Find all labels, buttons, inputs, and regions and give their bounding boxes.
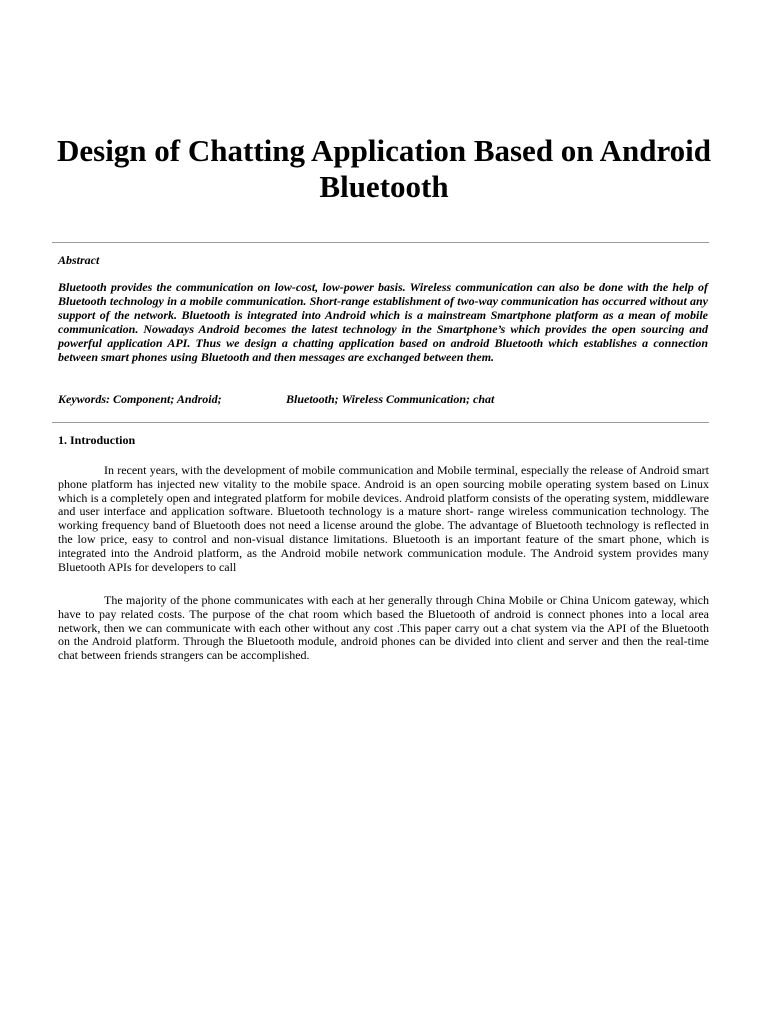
introduction-paragraph-1: In recent years, with the development of mobile communication and Mobile terminal, especially the release of Android smart phone platform has injected new vitality to the mobile space. Android is an open sourcing mobile operating system based on Linux which is a completely open and integrated platform for mobile devices. Android platform consists of the operating system, middleware and user interface and application software. Bluetooth technology is a mature short- range wireless communication technology. The working frequency band of Bluetooth does not need a license around the globe. The advantage of Bluetooth technology is reflected in the low price, easy to control and non-visual distance limitations. Bluetooth is an important feature of the smart phone, which is integrated into the Android platform, as the Android mobile network communication module. The Android system provides many Bluetooth APIs for developers to call <box>58 463 709 574</box>
abstract-body: Bluetooth provides the communication on low-cost, low-power basis. Wireless communication can also be done with the help of Bluetooth technology in a mobile communication. Short-range establishment of two-way communication has occurred without any support of the network. Bluetooth is integrated into Android which is a mainstream Smartphone platform as a mean of mobile communication. Nowadays Android becomes the latest technology in the Smartphone’s which provides the open sourcing and powerful application API. Thus we design a chatting application based on android Bluetooth which establishes a connection between smart phones using Bluetooth and then messages are exchanged between them. <box>58 280 708 364</box>
introduction-heading: 1. Introduction <box>58 433 136 447</box>
paper-title: Design of Chatting Application Based on Android Bluetooth <box>56 133 712 204</box>
keywords-line <box>58 392 708 406</box>
abstract-heading: Abstract <box>58 253 100 267</box>
keywords-part-2: Bluetooth; Wireless Communication; chat <box>286 392 495 406</box>
section-divider <box>52 422 709 423</box>
top-divider <box>52 242 709 243</box>
keywords-part-1: Keywords: Component; Android; <box>58 392 222 406</box>
introduction-paragraph-2: The majority of the phone communicates with each at her generally through China Mobile or China Unicom gateway, which have to pay related costs. The purpose of the chat room which based the Bluetooth of android is connect phones into a local area network, then we can communicate with each other without any cost .This paper carry out a chat system via the API of the Bluetooth on the Android platform. Through the Bluetooth module, android phones can be divided into client and server and then the real-time chat between friends strangers can be accomplished. <box>58 593 709 663</box>
